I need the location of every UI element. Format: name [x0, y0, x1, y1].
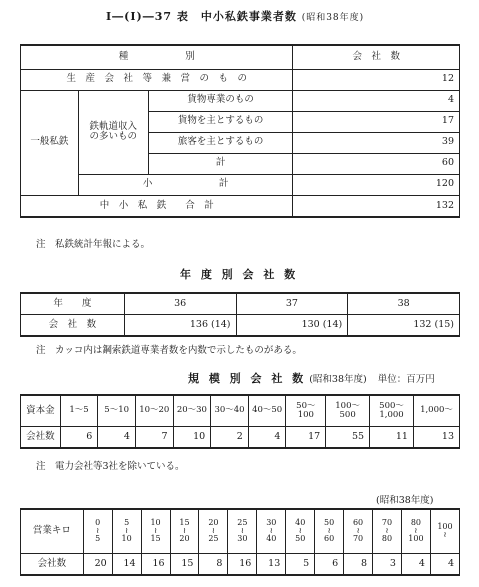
tilde-glyph: ≀	[240, 526, 244, 536]
table4-range-to: 15	[150, 534, 161, 544]
table4-range	[170, 509, 199, 553]
table4-range-to: 70	[352, 534, 364, 544]
table4-range-from: 40	[295, 518, 306, 528]
table3-range: 40〜50	[248, 395, 286, 426]
table4-count: 13	[257, 553, 286, 575]
table4-range	[199, 509, 228, 553]
table2-note: 注 カッコ内は鋼索鉄道専業者数を内数で示したものがある。	[36, 345, 302, 356]
table3-range: 10〜20	[135, 395, 173, 426]
tilde-glyph: ≀	[125, 526, 129, 536]
table1-row-value: 120	[293, 174, 460, 195]
tilde-glyph: ≀	[269, 526, 273, 536]
table4-range-to: 50	[295, 534, 306, 544]
table1-row-label: 旅客を主とするもの	[148, 132, 293, 153]
table3-note: 注 電力会社等3社を除いている。	[36, 461, 185, 472]
table4-range	[83, 509, 112, 553]
table3-count: 6	[60, 426, 98, 448]
table1-title: Ⅰ―(Ⅰ)―37 表 中小私鉄事業者数 (昭和38年度)	[106, 10, 365, 23]
table4-range-from: 15	[179, 518, 190, 528]
table4-row1-label: 営業キロ	[21, 509, 84, 553]
table4-range-to: 5	[95, 534, 101, 544]
tilde-glyph: ≀	[154, 526, 158, 536]
table3-range: 50〜100	[286, 395, 326, 426]
tilde-glyph: ≀	[327, 526, 331, 536]
table4	[20, 508, 460, 576]
table4-count: 16	[141, 553, 170, 575]
table4-range-from: 20	[208, 518, 219, 528]
table4-range-to: 20	[179, 534, 190, 544]
table4-range	[430, 509, 459, 553]
table4-range-from: 10	[150, 518, 161, 528]
table3-count: 2	[211, 426, 249, 448]
table4-range-from: 5	[124, 518, 130, 528]
table4-range	[344, 509, 373, 553]
table4-range-from: 0	[95, 518, 101, 528]
table4-subtitle: (昭和38年度)	[376, 495, 434, 506]
table4-range-from: 50	[324, 518, 335, 528]
tilde-glyph: ≀	[298, 526, 302, 536]
table4-count: 8	[199, 553, 228, 575]
table4-range-from: 70	[381, 518, 393, 528]
table4-range-to: 40	[266, 534, 277, 544]
table4-range-to: 30	[237, 534, 248, 544]
table1-row-label: 貨物専業のもの	[148, 90, 293, 111]
table1-subtitle: (昭和38年度)	[301, 13, 365, 23]
table4-range-from: 30	[266, 518, 277, 528]
table4-row2-label: 会社数	[21, 553, 84, 575]
table4-range	[315, 509, 344, 553]
table4-range-from: 80	[410, 518, 422, 528]
table3	[20, 394, 460, 449]
table3-count: 17	[286, 426, 326, 448]
table3-range: 1,000〜	[413, 395, 459, 426]
table4-count: 15	[170, 553, 199, 575]
table3-range: 30〜40	[211, 395, 249, 426]
table1-row-label: 貨物を主とするもの	[148, 111, 293, 132]
table4-range	[228, 509, 257, 553]
table4-range-to: 10	[121, 534, 132, 544]
table4-range-to: 60	[324, 534, 335, 544]
tilde-glyph: ≀	[183, 526, 186, 536]
table2-value: 136 (14)	[124, 314, 236, 336]
table2-year: 38	[348, 293, 460, 314]
table4-range-from: 25	[237, 518, 248, 528]
table3-row1-label: 資本金	[21, 395, 61, 426]
table1-row-label: 中 小 私 鉄 合 計	[21, 195, 293, 217]
table1-group-label: 一般私鉄	[21, 90, 79, 195]
table4-range-from: 60	[352, 518, 364, 528]
table3-range: 500〜1,000	[370, 395, 414, 426]
tilde-glyph: ≀	[356, 526, 360, 536]
table3-count: 4	[98, 426, 136, 448]
table4-count: 4	[430, 553, 459, 575]
table1-row-value: 4	[293, 90, 460, 111]
table4-range-to: 100	[408, 534, 424, 544]
table1-row-value: 132	[293, 195, 460, 217]
table4-range-to: 80	[381, 534, 393, 544]
table3-count: 55	[326, 426, 370, 448]
table4-count: 16	[228, 553, 257, 575]
table4-range	[257, 509, 286, 553]
table4-range-from: 100	[437, 522, 453, 532]
table3-count: 7	[135, 426, 173, 448]
table3-range: 100〜500	[326, 395, 370, 426]
tilde-glyph: ≀	[96, 526, 100, 536]
tilde-glyph: ≀	[414, 526, 418, 536]
table3-row2-label: 会社数	[21, 426, 61, 448]
table4-count: 8	[344, 553, 373, 575]
table4-range	[141, 509, 170, 553]
table1	[20, 44, 460, 218]
table2-title: 年 度 別 会 社 数	[180, 268, 299, 281]
table2-value: 132 (15)	[348, 314, 460, 336]
table4-count: 14	[112, 553, 141, 575]
table4-range	[401, 509, 430, 553]
table4-count: 20	[83, 553, 112, 575]
table3-range: 5〜10	[98, 395, 136, 426]
table2-year: 36	[124, 293, 236, 314]
table1-header-count: 会 社 数	[293, 45, 460, 69]
table4-count: 5	[286, 553, 315, 575]
table3-count: 11	[370, 426, 414, 448]
table1-row-label: 生 産 会 社 等 兼 営 の も の	[21, 69, 293, 90]
table2	[20, 292, 460, 337]
tilde-glyph: ≀	[443, 530, 447, 540]
table3-title: 規 模 別 会 社 数	[188, 372, 307, 385]
table1-note: 注 私鉄統計年報による。	[36, 239, 151, 250]
table1-row-label: 小 計	[78, 174, 293, 195]
table1-row-value: 17	[293, 111, 460, 132]
table4-range-to: 25	[208, 534, 219, 544]
table1-row-value: 12	[293, 69, 460, 90]
table4-count: 4	[401, 553, 430, 575]
tilde-glyph: ≀	[385, 526, 389, 536]
table3-unit: 単位：百万円	[377, 374, 435, 385]
table2-count-label: 会 社 数	[21, 314, 125, 336]
table3-range: 1〜5	[60, 395, 98, 426]
table1-header-kind: 種 別	[21, 45, 293, 69]
table4-count: 6	[315, 553, 344, 575]
table3-count: 4	[248, 426, 286, 448]
table3-range: 20〜30	[173, 395, 211, 426]
table4-range	[112, 509, 141, 553]
table1-row-label: 計	[148, 153, 293, 174]
table3-count: 13	[413, 426, 459, 448]
table4-range	[286, 509, 315, 553]
table2-value: 130 (14)	[236, 314, 348, 336]
table3-heading	[188, 370, 435, 386]
table1-row-value: 39	[293, 132, 460, 153]
table1-row-value: 60	[293, 153, 460, 174]
table4-range	[373, 509, 402, 553]
table3-subtitle: (昭和38年度)	[309, 374, 367, 385]
table2-year-label: 年 度	[21, 293, 125, 314]
table3-count: 10	[173, 426, 211, 448]
tilde-glyph: ≀	[211, 526, 215, 536]
table1-subgroup-label: 鉄軌道収入 の多いもの	[78, 90, 148, 174]
table2-year: 37	[236, 293, 348, 314]
table4-count: 3	[373, 553, 402, 575]
